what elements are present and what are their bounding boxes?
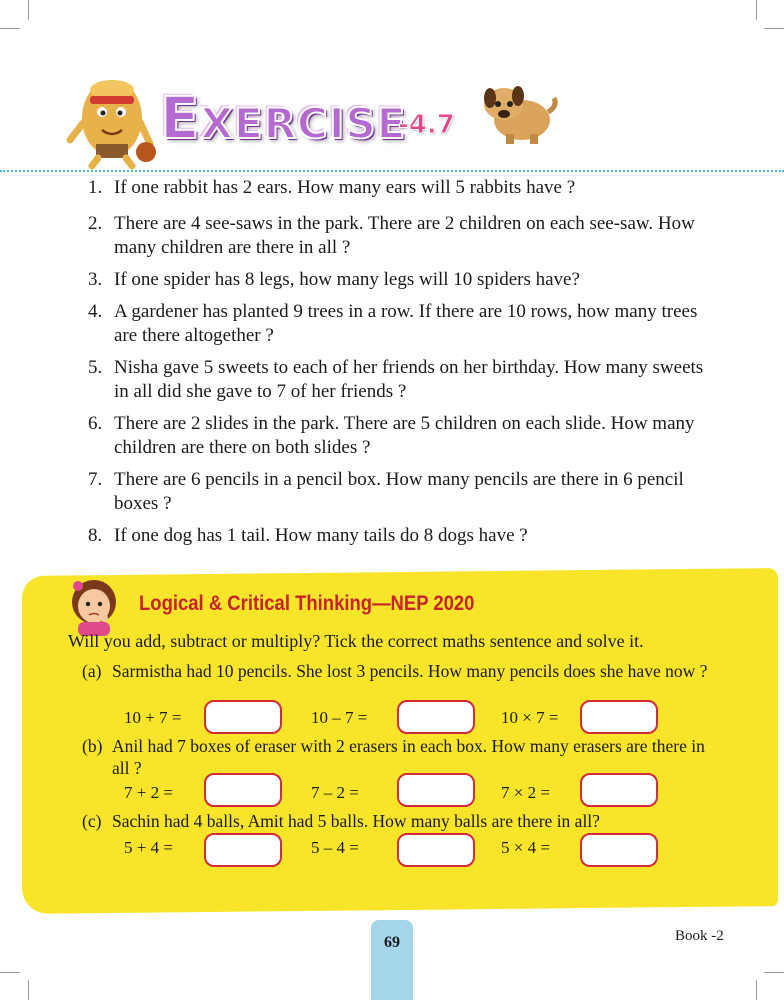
question-number: 3.	[88, 269, 103, 290]
answer-box[interactable]	[397, 773, 475, 807]
equation-option: 10 + 7 =	[124, 708, 182, 727]
equation-option: 5 + 4 =	[124, 838, 173, 857]
question-item	[88, 268, 708, 292]
part-text: Sarmistha had 10 pencils. She lost 3 pencils. How many pencils does she have now ?	[112, 661, 708, 681]
equation-option: 7 × 2 =	[501, 783, 550, 802]
exercise-title	[160, 84, 406, 152]
question-number: 1.	[88, 177, 103, 198]
question-text: Nisha gave 5 sweets to each of her friends on her birthday. How many sweets in all did she gave to 7 of her friends ?	[114, 357, 704, 402]
book-label: Book -2	[675, 928, 724, 944]
answer-box[interactable]	[580, 773, 658, 807]
crop-mark	[0, 28, 20, 29]
part-label: (c)	[82, 811, 102, 831]
answer-box[interactable]	[580, 833, 658, 867]
question-number: 2.	[88, 213, 103, 234]
question-item	[88, 356, 708, 404]
equation-option: 7 + 2 =	[124, 783, 173, 802]
question-item	[88, 212, 708, 260]
question-item	[88, 300, 708, 348]
answer-box[interactable]	[204, 700, 282, 734]
crop-mark	[764, 972, 784, 973]
answer-box[interactable]	[397, 833, 475, 867]
dotted-divider	[0, 170, 784, 172]
equation-option: 10 – 7 =	[311, 708, 368, 727]
question-item	[88, 412, 708, 460]
crop-mark	[756, 980, 757, 1000]
page-number-tab	[371, 920, 413, 1000]
question-number: 7.	[88, 469, 103, 490]
equation-option: 5 – 4 =	[311, 838, 359, 857]
answer-box[interactable]	[580, 700, 658, 734]
logical-thinking-title: Logical & Critical Thinking—NEP 2020	[139, 592, 475, 615]
part-label: (b)	[82, 736, 103, 756]
question-number: 5.	[88, 357, 103, 378]
crop-mark	[0, 972, 20, 973]
question-item	[88, 468, 708, 516]
thinking-girl-icon	[64, 574, 124, 636]
question-text: If one rabbit has 2 ears. How many ears will 5 rabbits have ?	[114, 177, 576, 198]
part-text: Anil had 7 boxes of eraser with 2 erasers in each box. How many erasers are there in all ?	[112, 736, 705, 778]
question-number: 8.	[88, 525, 103, 546]
question-text: A gardener has planted 9 trees in a row. If there are 10 rows, how many trees are there altogether ?	[114, 301, 698, 346]
equation-option: 5 × 4 =	[501, 838, 550, 857]
logical-thinking-intro: Will you add, subtract or multiply? Tick the correct maths sentence and solve it.	[68, 631, 644, 651]
toy-dog-illustration	[484, 86, 555, 144]
question-number: 6.	[88, 413, 103, 434]
potato-mascot-illustration	[70, 80, 156, 166]
answer-box[interactable]	[204, 773, 282, 807]
part-c	[82, 810, 722, 832]
question-item	[88, 524, 708, 548]
question-text: If one dog has 1 tail. How many tails do 8 dogs have ?	[114, 525, 528, 546]
exercise-title-first-letter: E	[160, 84, 201, 152]
crop-mark	[28, 0, 29, 20]
part-a	[82, 660, 722, 682]
question-text: There are 2 slides in the park. There are 5 children on each slide. How many children are there on both slides ?	[114, 413, 695, 458]
part-label: (a)	[82, 661, 102, 681]
answer-box[interactable]	[397, 700, 475, 734]
equation-option: 10 × 7 =	[501, 708, 559, 727]
question-text: There are 4 see-saws in the park. There are 2 children on each see-saw. How many children are there in all ?	[114, 213, 695, 258]
answer-box[interactable]	[204, 833, 282, 867]
part-text: Sachin had 4 balls, Amit had 5 balls. How many balls are there in all?	[112, 811, 600, 831]
question-number: 4.	[88, 301, 103, 322]
exercise-title-rest: XERCISE	[200, 99, 407, 148]
page-number: 69	[384, 934, 400, 951]
question-text: If one spider has 8 legs, how many legs will 10 spiders have?	[114, 269, 580, 290]
question-list	[88, 176, 708, 556]
question-item	[88, 176, 708, 200]
question-text: There are 6 pencils in a pencil box. How many pencils are there in 6 pencil boxes ?	[114, 469, 684, 514]
equation-option: 7 – 2 =	[311, 783, 359, 802]
crop-mark	[756, 0, 757, 20]
crop-mark	[764, 28, 784, 29]
exercise-number: -4.7	[398, 110, 455, 140]
crop-mark	[28, 980, 29, 1000]
